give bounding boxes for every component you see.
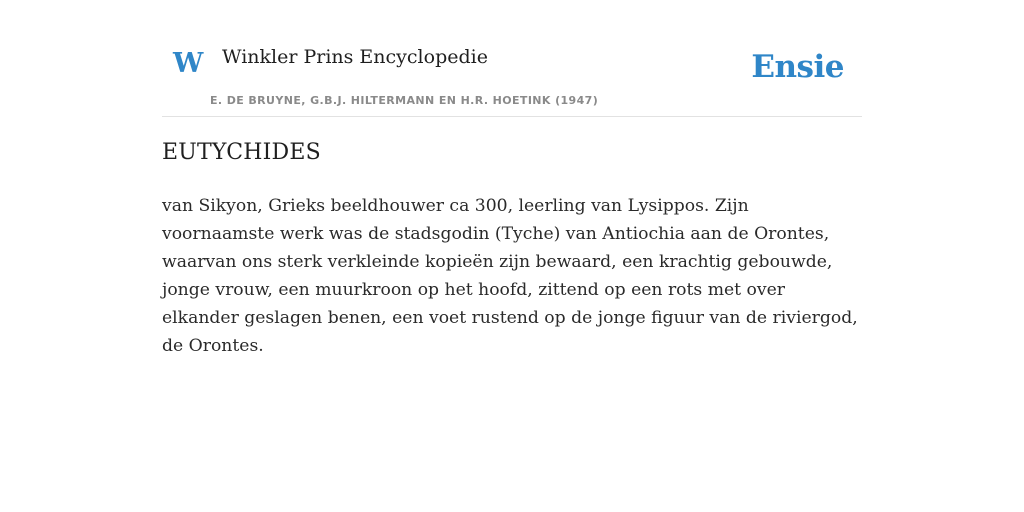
entry-body: van Sikyon, Grieks beeldhouwer ca 300, leerling van Lysippos. Zijn voornaamste werk was de stadsgodin (Tyche) van Antiochia aan de Orontes, waarvan ons sterk verkleinde kopieën zijn bewaard, een krachtig gebouwde, jonge vrouw, een muurkroon op het hoofd, zittend op een rots met over elkander geslagen benen, een voet rustend op de jonge figuur van de riviergod, de Orontes.: [162, 196, 858, 356]
source-logo-link[interactable]: W: [173, 48, 204, 79]
source-header: [162, 0, 862, 117]
source-title: Winkler Prins Encyclopedie: [222, 46, 488, 68]
source-authors: E. DE BRUYNE, G.B.J. HILTERMANN EN H.R. HOETINK (1947): [210, 94, 599, 107]
ensie-logo-link[interactable]: Ensie: [751, 49, 844, 85]
entry-title: EUTYCHIDES: [162, 140, 321, 165]
